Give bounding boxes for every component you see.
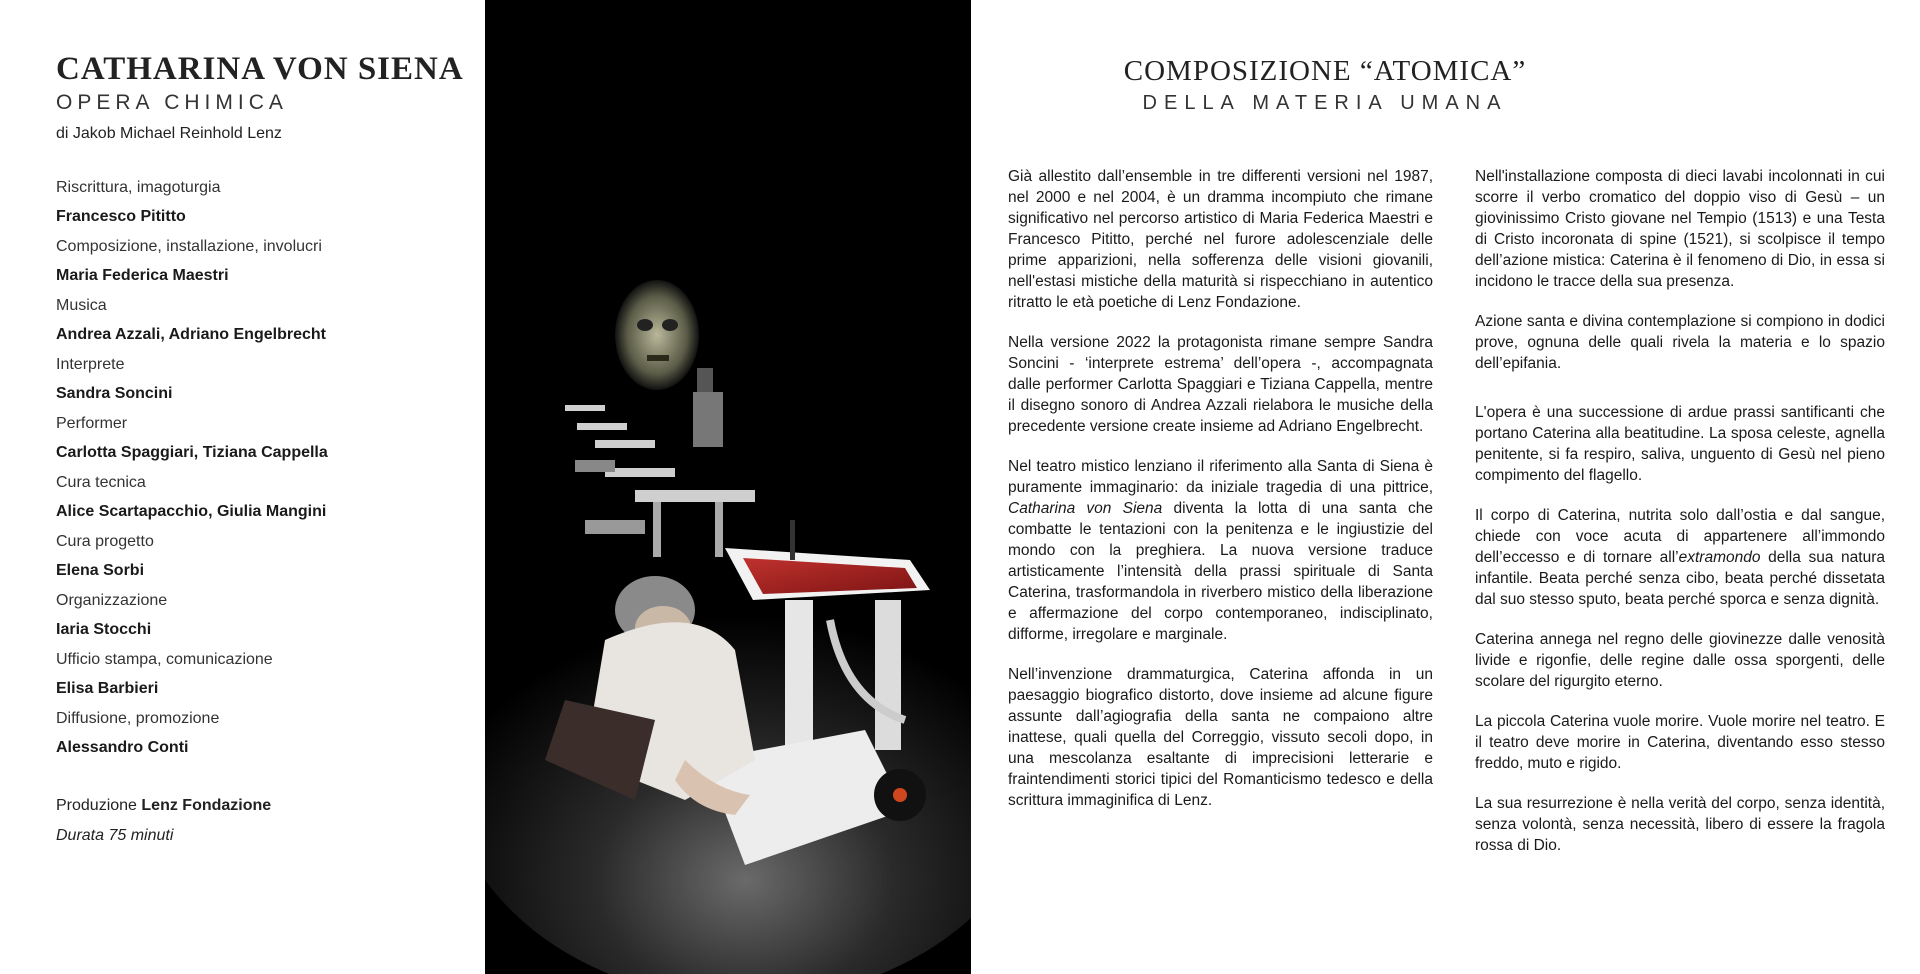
credits-column — [56, 50, 466, 845]
production-label: Produzione — [56, 797, 137, 814]
show-author: di Jakob Michael Reinhold Lenz — [56, 125, 282, 142]
article-paragraph: La piccola Caterina vuole morire. Vuole morire nel teatro. E il teatro deve morire in Caterina, diventando esso stesso freddo, muto e rigido. — [1475, 713, 1885, 772]
article-paragraph: La sua resurrezione è nella verità del corpo, senza identità, senza volontà, senza necessità, libero di essere la fragola rossa di Dio. — [1475, 795, 1885, 854]
show-title: CATHARINA VON SIENA — [56, 51, 464, 87]
article-paragraph: Già allestito dall’ensemble in tre differenti versioni nel 1987, nel 2000 e nel 2004, è un dramma incompiuto che rimane significativo nel percorso artistico di Maria Federica Maestri e Francesco Pititto, perché nel furore adolescenziale delle prime apparizioni, nella sofferenza delle visioni giovanili, nell'estasi mistiche della maturità si rispecchiano in autentico ritratto le età poetiche di Lenz Fondazione. — [1008, 168, 1433, 311]
credit-role: Diffusione, promozione — [56, 710, 220, 727]
show-subtitle: OPERA CHIMICA — [56, 91, 288, 114]
article-heading — [1000, 54, 1650, 116]
credit-role: Riscrittura, imagoturgia — [56, 179, 221, 196]
paragraph-emphasis: Catharina von Siena — [1008, 500, 1163, 517]
production-line — [56, 797, 466, 815]
credit-role: Cura tecnica — [56, 474, 146, 491]
credit-name: Iaria Stocchi — [56, 621, 152, 638]
article-paragraph — [1475, 505, 1885, 610]
credit-name: Alice Scartapacchio, Giulia Mangini — [56, 503, 327, 520]
article-paragraph: L'opera è una successione di ardue prassi santificanti che portano Caterina alla beatitudine. La sposa celeste, agnella penitente, si fa respiro, saliva, unguento di Gesù nel pieno compimento del flagello. — [1475, 404, 1885, 484]
projected-face — [615, 280, 699, 390]
credit-name: Alessandro Conti — [56, 739, 189, 756]
production-name: Lenz Fondazione — [141, 797, 272, 814]
credit-role: Cura progetto — [56, 533, 154, 550]
credit-role: Performer — [56, 415, 128, 432]
article-column-left — [1008, 166, 1433, 830]
paragraph-text: Il corpo di Caterina, nutrita solo dall’ostia e dal sangue, chiede con voce acuta di appartenere all’immondo dell’eccesso e di tornare all’ — [1475, 507, 1885, 566]
distant-table — [693, 392, 723, 447]
credit-role: Ufficio stampa, comunicazione — [56, 651, 273, 668]
credit-name: Andrea Azzali, Adriano Engelbrecht — [56, 326, 326, 343]
duration-line: Durata 75 minuti — [56, 827, 174, 844]
article-paragraph: Caterina annega nel regno delle giovinezze dalle venosità livide e rigonfie, delle regine dalle ossa sporgenti, delle scolare del rigurgito eterno. — [1475, 631, 1885, 690]
credit-role: Musica — [56, 297, 107, 314]
article-paragraph: Nell'installazione composta di dieci lavabi incolonnati in cui scorre il verbo cromatico del doppio viso di Gesù – un giovinissimo Cristo giovane nel Tempio (1513) e una Testa di Cristo incoronata di spine (1521), si scolpisce il tempo dell’azione mistica: Caterina è il fenomeno di Dio, in essa si incidono le tracce della sua presenza. — [1475, 168, 1885, 290]
article-title: COMPOSIZIONE “ATOMICA” — [1123, 55, 1527, 87]
credit-name: Francesco Pititto — [56, 208, 186, 225]
stage-photo-illustration — [485, 0, 971, 974]
paragraph-text: della sua natura infantile. Beata perché senza cibo, beata perché dissetata dal suo stesso sputo, beata perché sporca e senza dignità. — [1475, 549, 1886, 608]
credit-role: Organizzazione — [56, 592, 168, 609]
paragraph-text: diventa la lotta di una santa che combatte le tentazioni con la penitenza e le ingiustizie del mondo con la preghiera. La nuova versione traduce artisticamente l’intensità della prassi spirituale di Santa Caterina, trasformandola in riverbero mistico della liberazione e affermazione del corpo contemporaneo, indisciplinato, difforme, irregolare e marginale. — [1008, 500, 1433, 643]
paragraph-emphasis: extramondo — [1678, 549, 1761, 566]
article-paragraph: Nella versione 2022 la protagonista rimane sempre Sandra Soncini - ‘interprete estrema’ dell’opera -, accompagnata dalle performer Carlotta Spaggiari e Tiziana Cappella, mentre il disegno sonoro di Andrea Azzali rielabora le musiche della precedente versione create insieme ad Adriano Engelbrecht. — [1008, 334, 1433, 435]
article-paragraph — [1008, 456, 1433, 645]
stage-photo — [485, 0, 971, 974]
credit-name: Elisa Barbieri — [56, 680, 159, 697]
credit-name: Carlotta Spaggiari, Tiziana Cappella — [56, 444, 328, 461]
article-subtitle: DELLA MATERIA UMANA — [1142, 92, 1508, 114]
article-paragraph: Nell’invenzione drammaturgica, Caterina affonda in un paesaggio biografico distorto, dove insieme ad alcune figure assunte dall’agiografia della santa ne compaiono altre inattese, quali quella del Correggio, vissuto secoli dopo, in una mescolanza esaltante di imprecisioni letterarie e fraintendimenti storici tipici del Romanticismo tedesco e della scrittura immaginifica di Lenz. — [1008, 666, 1433, 809]
credit-name: Sandra Soncini — [56, 385, 173, 402]
credit-name: Maria Federica Maestri — [56, 267, 229, 284]
credit-role: Composizione, installazione, involucri — [56, 238, 322, 255]
article-paragraph: Azione santa e divina contemplazione si compiono in dodici prove, ognuna delle quali rivela la materia e lo spazio dell’epifania. — [1475, 313, 1885, 372]
credit-list — [56, 177, 466, 759]
paragraph-text: Nel teatro mistico lenziano il riferimento alla Santa di Siena è puramente immaginario: da iniziale tragedia di una pittrice, — [1008, 458, 1433, 496]
credit-name: Elena Sorbi — [56, 562, 145, 579]
credit-role: Interprete — [56, 356, 125, 373]
article-column-right — [1475, 166, 1885, 875]
